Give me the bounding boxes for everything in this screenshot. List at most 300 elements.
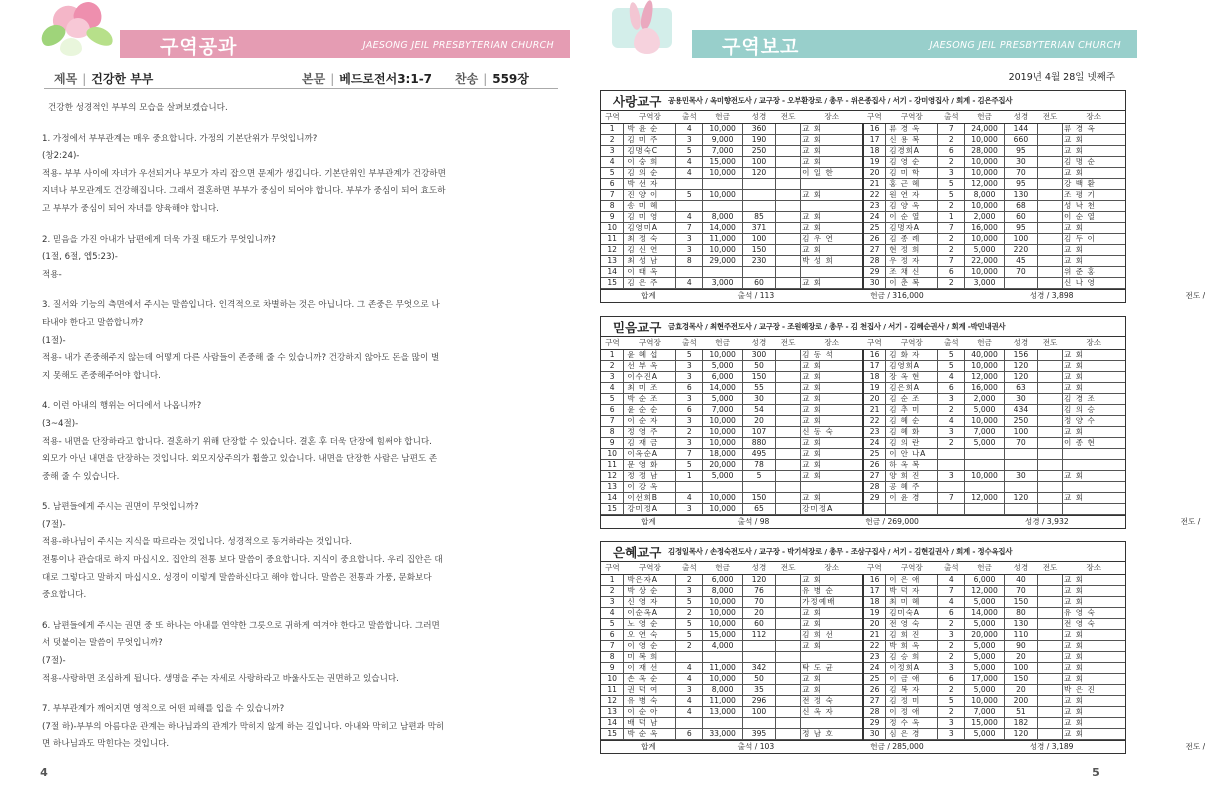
column-header: 구역: [863, 562, 886, 574]
table-row: [601, 277, 1125, 288]
table-cell: 6,000: [703, 574, 743, 585]
table-cell: 교 회: [1063, 673, 1126, 684]
table-cell: 이 영 순: [624, 640, 676, 651]
table-cell: 5,000: [703, 470, 743, 481]
table-cell: 4: [676, 277, 703, 288]
column-header: 헌금: [965, 562, 1005, 574]
district-report: [600, 541, 1205, 754]
table-cell: 2: [938, 156, 965, 167]
district-staff: 김정일목사 / 손정숙전도사 / 교구장 - 박기석장로 / 총무 - 조삼구집사 / 서기 - 김현길권사 / 회계 - 정수옥집사: [668, 547, 1013, 556]
table-cell: 15,000: [703, 629, 743, 640]
table-cell: 이 종 현: [1063, 437, 1126, 448]
table-cell: 김 두 이: [1063, 233, 1126, 244]
table-cell: 12,000: [965, 585, 1005, 596]
table-cell: 85: [742, 211, 775, 222]
table-cell: 교 회: [1063, 585, 1126, 596]
table-cell: [776, 607, 801, 618]
table-cell: 250: [742, 145, 775, 156]
lesson-line: 적용-사랑하면 조심하게 됩니다. 생명을 주는 자세로 사랑하라고 바울사도는 권면하고 있습니다.: [42, 673, 399, 684]
table-cell: 교 회: [1063, 360, 1126, 371]
table-cell: 230: [742, 255, 775, 266]
table-cell: 2: [938, 200, 965, 211]
table-cell: 탁 도 균: [801, 662, 863, 673]
table-cell: [1038, 415, 1063, 426]
table-cell: [1038, 371, 1063, 382]
table-cell: [776, 492, 801, 503]
table-cell: 30: [1004, 470, 1037, 481]
district-name: 사랑교구: [613, 93, 662, 109]
paragraph-gap: [42, 486, 542, 499]
table-cell: [776, 382, 801, 393]
table-cell: 미 복 희: [624, 651, 676, 662]
paragraph-gap: [42, 605, 542, 618]
table-cell: 교 회: [801, 134, 863, 145]
table-cell: 2: [938, 651, 965, 662]
table-cell: 5: [676, 459, 703, 470]
table-cell: 14,000: [965, 607, 1005, 618]
table-cell: 이 순 열: [1063, 211, 1126, 222]
table-row: [601, 618, 1125, 629]
table-cell: 김 의 승: [1063, 404, 1126, 415]
table-cell: 2: [938, 244, 965, 255]
table-cell: [938, 448, 965, 459]
table-cell: 27: [863, 695, 886, 706]
table-cell: [938, 481, 965, 492]
table-cell: [1038, 404, 1063, 415]
table-cell: 5,000: [965, 437, 1005, 448]
table-cell: 76: [742, 585, 775, 596]
table-cell: 배 덕 남: [624, 717, 676, 728]
table-cell: 55: [742, 382, 775, 393]
column-header: 헌금: [703, 337, 743, 349]
table-cell: 29: [863, 717, 886, 728]
table-cell: [776, 673, 801, 684]
table-cell: 3: [938, 662, 965, 673]
table-cell: 유 병 숙: [624, 695, 676, 706]
table-cell: 22,000: [965, 255, 1005, 266]
column-header: 구역장: [624, 111, 676, 123]
table-row: [601, 211, 1125, 222]
column-header: 성경: [742, 337, 775, 349]
table-cell: [965, 448, 1005, 459]
table-cell: [776, 123, 801, 134]
table-cell: 교 회: [1063, 167, 1126, 178]
table-cell: 전 영 숙: [1063, 618, 1126, 629]
table-cell: 10,000: [703, 167, 743, 178]
table-cell: 11,000: [703, 233, 743, 244]
table-cell: 107: [742, 426, 775, 437]
table-cell: 김 미 영: [624, 211, 676, 222]
table-cell: [1038, 629, 1063, 640]
table-cell: 3: [676, 371, 703, 382]
table-cell: 가정예배: [801, 596, 863, 607]
table-cell: [776, 415, 801, 426]
right-page-header: [572, 0, 1137, 60]
table-cell: 5: [601, 167, 624, 178]
column-header: 구역장: [886, 111, 938, 123]
table-header-row: [601, 111, 1125, 123]
table-cell: 10,000: [703, 189, 743, 200]
table-cell: 10,000: [965, 470, 1005, 481]
table-cell: 교 회: [801, 607, 863, 618]
table-cell: [776, 200, 801, 211]
table-cell: 6: [938, 673, 965, 684]
table-row: [601, 200, 1125, 211]
table-cell: [776, 629, 801, 640]
table-cell: 6: [938, 382, 965, 393]
table-cell: [1038, 222, 1063, 233]
table-cell: 이 일 한: [801, 167, 863, 178]
table-cell: [886, 503, 938, 514]
table-cell: [703, 651, 743, 662]
table-cell: 이선희B: [624, 492, 676, 503]
table-row: [601, 481, 1125, 492]
table-cell: 16: [863, 349, 886, 360]
table-cell: 5: [676, 629, 703, 640]
page-title: 구역공과: [160, 36, 238, 58]
table-cell: 25: [863, 448, 886, 459]
lesson-line: 서 덧붙이는 말씀이 무엇입니까?: [42, 638, 163, 649]
table-cell: 70: [1004, 167, 1037, 178]
table-cell: 교 회: [801, 244, 863, 255]
table-cell: [676, 266, 703, 277]
table-cell: 144: [1004, 123, 1037, 134]
table-cell: [776, 211, 801, 222]
column-header: 전도: [776, 111, 801, 123]
table-cell: 220: [1004, 244, 1037, 255]
table-cell: 13,000: [703, 706, 743, 717]
table-cell: 4: [938, 371, 965, 382]
table-cell: 장 옥 현: [886, 371, 938, 382]
table-cell: 2: [938, 706, 965, 717]
column-header: 성경: [1004, 337, 1037, 349]
table-cell: [1038, 437, 1063, 448]
table-cell: 2: [601, 134, 624, 145]
table-cell: 110: [1004, 629, 1037, 640]
table-cell: [776, 596, 801, 607]
table-cell: 김 혜 순: [886, 415, 938, 426]
table-cell: 2: [676, 426, 703, 437]
table-cell: [742, 178, 775, 189]
column-header: 성경: [1004, 562, 1037, 574]
table-cell: [1038, 200, 1063, 211]
table-cell: 22: [863, 640, 886, 651]
table-cell: 8: [676, 255, 703, 266]
table-cell: 434: [1004, 404, 1037, 415]
district-totals: [601, 740, 1205, 753]
table-cell: [1038, 134, 1063, 145]
table-cell: 이 순 열: [886, 211, 938, 222]
column-header: 장소: [1063, 111, 1126, 123]
lesson-line: 대로 그렇다고 말하지 마십시오. 성경이 이렇게 말씀하신다고 해야 합니다. 말씀은 전통과 가풍, 문화보다: [42, 572, 432, 583]
table-cell: [1038, 684, 1063, 695]
table-cell: 공 혜 주: [886, 481, 938, 492]
table-cell: [863, 503, 886, 514]
table-cell: 7: [676, 448, 703, 459]
table-cell: 27: [863, 470, 886, 481]
table-cell: 신 용 복: [886, 134, 938, 145]
table-row: [601, 459, 1125, 470]
table-cell: 7,000: [703, 145, 743, 156]
district-totals: [601, 289, 1205, 302]
table-cell: 5: [601, 618, 624, 629]
table-cell: 51: [1004, 706, 1037, 717]
table-cell: 495: [742, 448, 775, 459]
column-header: 출석: [938, 562, 965, 574]
table-cell: [1063, 503, 1126, 514]
table-cell: [776, 255, 801, 266]
column-header: 구역장: [886, 562, 938, 574]
table-cell: 13: [601, 481, 624, 492]
table-cell: [1004, 481, 1037, 492]
table-cell: 8: [601, 200, 624, 211]
table-cell: 정 영 주: [624, 426, 676, 437]
total-label: 합계: [641, 742, 656, 751]
table-cell: 10,000: [703, 596, 743, 607]
table-cell: 3: [938, 728, 965, 739]
table-cell: 정 정 남: [624, 470, 676, 481]
table-cell: 2: [938, 233, 965, 244]
lesson-line: 건강한 성경적인 부부의 모습을 살펴보겠습니다.: [48, 103, 228, 113]
table-cell: 19: [863, 382, 886, 393]
table-cell: 3: [938, 393, 965, 404]
table-cell: 이 안 나A: [886, 448, 938, 459]
table-cell: 5: [938, 360, 965, 371]
table-cell: 1: [676, 470, 703, 481]
table-cell: 김 재 금: [624, 437, 676, 448]
table-row: [601, 222, 1125, 233]
table-cell: 조 채 신: [886, 266, 938, 277]
column-header: 출석: [676, 337, 703, 349]
table-cell: 40,000: [965, 349, 1005, 360]
table-cell: 10,000: [703, 437, 743, 448]
table-cell: 교 회: [1063, 629, 1126, 640]
table-cell: [1038, 156, 1063, 167]
table-cell: 2: [676, 574, 703, 585]
table-cell: 130: [1004, 189, 1037, 200]
table-cell: [1038, 448, 1063, 459]
lesson-scripture: 본문 | 베드로전서3:1-7: [302, 72, 433, 86]
table-cell: [1063, 459, 1126, 470]
table-row: [601, 585, 1125, 596]
lesson-line: 적용-: [42, 269, 62, 280]
paragraph-gap: [42, 385, 542, 398]
table-cell: 10: [601, 448, 624, 459]
table-cell: 5: [938, 349, 965, 360]
table-cell: [703, 717, 743, 728]
table-cell: 3,000: [965, 277, 1005, 288]
table-cell: [1038, 255, 1063, 266]
table-cell: 교 회: [1063, 728, 1126, 739]
table-cell: 선 부 옥: [624, 360, 676, 371]
table-cell: 54: [742, 404, 775, 415]
column-header: 구역: [863, 111, 886, 123]
lesson-line: 면 하나님과도 막힌다는 것입니다.: [42, 739, 170, 750]
column-header: 구역: [601, 562, 624, 574]
table-cell: 12: [601, 695, 624, 706]
lesson-line: (7절)-: [42, 656, 66, 667]
table-row: [601, 393, 1125, 404]
table-row: [601, 178, 1125, 189]
table-cell: 교 회: [801, 404, 863, 415]
table-cell: 20: [863, 618, 886, 629]
table-cell: 교 회: [801, 145, 863, 156]
table-cell: 9,000: [703, 134, 743, 145]
table-cell: [742, 200, 775, 211]
table-cell: 20: [863, 393, 886, 404]
table-cell: 395: [742, 728, 775, 739]
table-cell: 880: [742, 437, 775, 448]
table-cell: 14,000: [703, 222, 743, 233]
table-cell: 3: [938, 426, 965, 437]
table-cell: 3: [938, 717, 965, 728]
table-cell: 6: [938, 145, 965, 156]
table-cell: 6: [676, 728, 703, 739]
table-cell: 7,000: [703, 404, 743, 415]
table-row: [601, 717, 1125, 728]
table-cell: [1038, 607, 1063, 618]
table-cell: 30: [742, 393, 775, 404]
table-cell: 95: [1004, 178, 1037, 189]
lesson-line: (3~4절)-: [42, 418, 79, 429]
table-cell: 5,000: [965, 728, 1005, 739]
lesson-line: (1절)-: [42, 335, 66, 346]
table-row: [601, 415, 1125, 426]
table-cell: 송 미 혜: [624, 200, 676, 211]
table-cell: 20: [863, 167, 886, 178]
table-cell: 20: [1004, 651, 1037, 662]
table-cell: 교 회: [1063, 470, 1126, 481]
table-cell: [742, 189, 775, 200]
table-cell: 120: [1004, 728, 1037, 739]
table-cell: 교 회: [801, 277, 863, 288]
flower-illustration: [0, 0, 130, 60]
table-cell: 80: [1004, 607, 1037, 618]
table-cell: 17: [863, 134, 886, 145]
table-cell: [776, 360, 801, 371]
table-cell: 교 회: [1063, 145, 1126, 156]
table-cell: 5: [676, 189, 703, 200]
table-cell: [1004, 503, 1037, 514]
total-evangelism: 전도 /: [1185, 291, 1205, 300]
table-cell: 김 미 학: [886, 167, 938, 178]
table-cell: 김명자A: [886, 222, 938, 233]
district-header: [601, 317, 1125, 337]
table-cell: 이옥순A: [624, 448, 676, 459]
table-cell: 660: [1004, 134, 1037, 145]
table-cell: [742, 651, 775, 662]
table-cell: 7: [601, 189, 624, 200]
table-cell: [776, 404, 801, 415]
table-cell: 45: [1004, 255, 1037, 266]
table-cell: 120: [1004, 371, 1037, 382]
table-cell: 28: [863, 481, 886, 492]
total-offering: 헌금 / 316,000: [870, 291, 924, 300]
page-number-left: 4: [30, 763, 58, 781]
table-header-row: [601, 562, 1125, 574]
column-header: 구역: [601, 111, 624, 123]
column-header: 구역: [601, 337, 624, 349]
table-cell: 296: [742, 695, 775, 706]
table-cell: 교 회: [801, 382, 863, 393]
table-cell: [1038, 459, 1063, 470]
table-cell: [801, 651, 863, 662]
table-cell: 김 명 순: [1063, 156, 1126, 167]
table-cell: [776, 156, 801, 167]
table-cell: [1038, 574, 1063, 585]
lesson-line: 4. 이런 아내의 행위는 어디에서 나옵니까?: [42, 401, 202, 412]
table-cell: 3: [601, 145, 624, 156]
table-cell: [1038, 717, 1063, 728]
table-cell: 2: [938, 404, 965, 415]
table-cell: 30: [863, 728, 886, 739]
table-row: [601, 503, 1125, 514]
table-cell: 70: [1004, 585, 1037, 596]
table-cell: 14: [601, 492, 624, 503]
table-cell: 이 정 애: [886, 706, 938, 717]
table-row: [601, 371, 1125, 382]
table-cell: 10,000: [965, 360, 1005, 371]
lesson-line: 중요합니다.: [42, 590, 87, 601]
table-cell: 120: [1004, 492, 1037, 503]
table-cell: 교 회: [801, 437, 863, 448]
table-cell: 4: [676, 662, 703, 673]
table-cell: 17: [863, 360, 886, 371]
table-cell: 12: [601, 244, 624, 255]
table-cell: 8,000: [703, 211, 743, 222]
table-cell: 권 덕 여: [624, 684, 676, 695]
table-cell: 이 은 애: [886, 574, 938, 585]
table-cell: [1038, 123, 1063, 134]
column-header: 출석: [676, 111, 703, 123]
table-cell: 18: [863, 596, 886, 607]
table-cell: 5,000: [965, 640, 1005, 651]
table-cell: 이 강 옥: [624, 481, 676, 492]
table-row: [601, 189, 1125, 200]
table-row: [601, 349, 1125, 360]
table-cell: 현 정 희: [886, 244, 938, 255]
table-row: [601, 673, 1125, 684]
table-row: [601, 156, 1125, 167]
table-cell: 교 회: [1063, 134, 1126, 145]
table-cell: 10,000: [965, 156, 1005, 167]
table-cell: 1: [601, 123, 624, 134]
table-cell: 6: [938, 607, 965, 618]
table-cell: 6: [676, 382, 703, 393]
table-cell: 3,000: [703, 277, 743, 288]
table-cell: 교 회: [801, 189, 863, 200]
table-cell: 10,000: [703, 492, 743, 503]
district-name: 믿음교구: [613, 319, 662, 335]
page-number-right: 5: [1082, 763, 1110, 781]
column-header: 전도: [1038, 111, 1063, 123]
column-header: 헌금: [965, 337, 1005, 349]
table-cell: 5,000: [965, 596, 1005, 607]
table-cell: [676, 651, 703, 662]
table-cell: 박 상 순: [624, 585, 676, 596]
table-cell: [776, 145, 801, 156]
lesson-line: 타내야 한다고 말씀합니까?: [42, 317, 144, 328]
paragraph-gap: [42, 688, 542, 701]
table-cell: 4: [601, 156, 624, 167]
table-cell: 2: [676, 607, 703, 618]
table-cell: 300: [742, 349, 775, 360]
column-header: 구역장: [624, 562, 676, 574]
table-cell: 김 동 석: [801, 349, 863, 360]
table-cell: 6,000: [965, 574, 1005, 585]
table-cell: 15: [601, 277, 624, 288]
table-cell: [801, 200, 863, 211]
